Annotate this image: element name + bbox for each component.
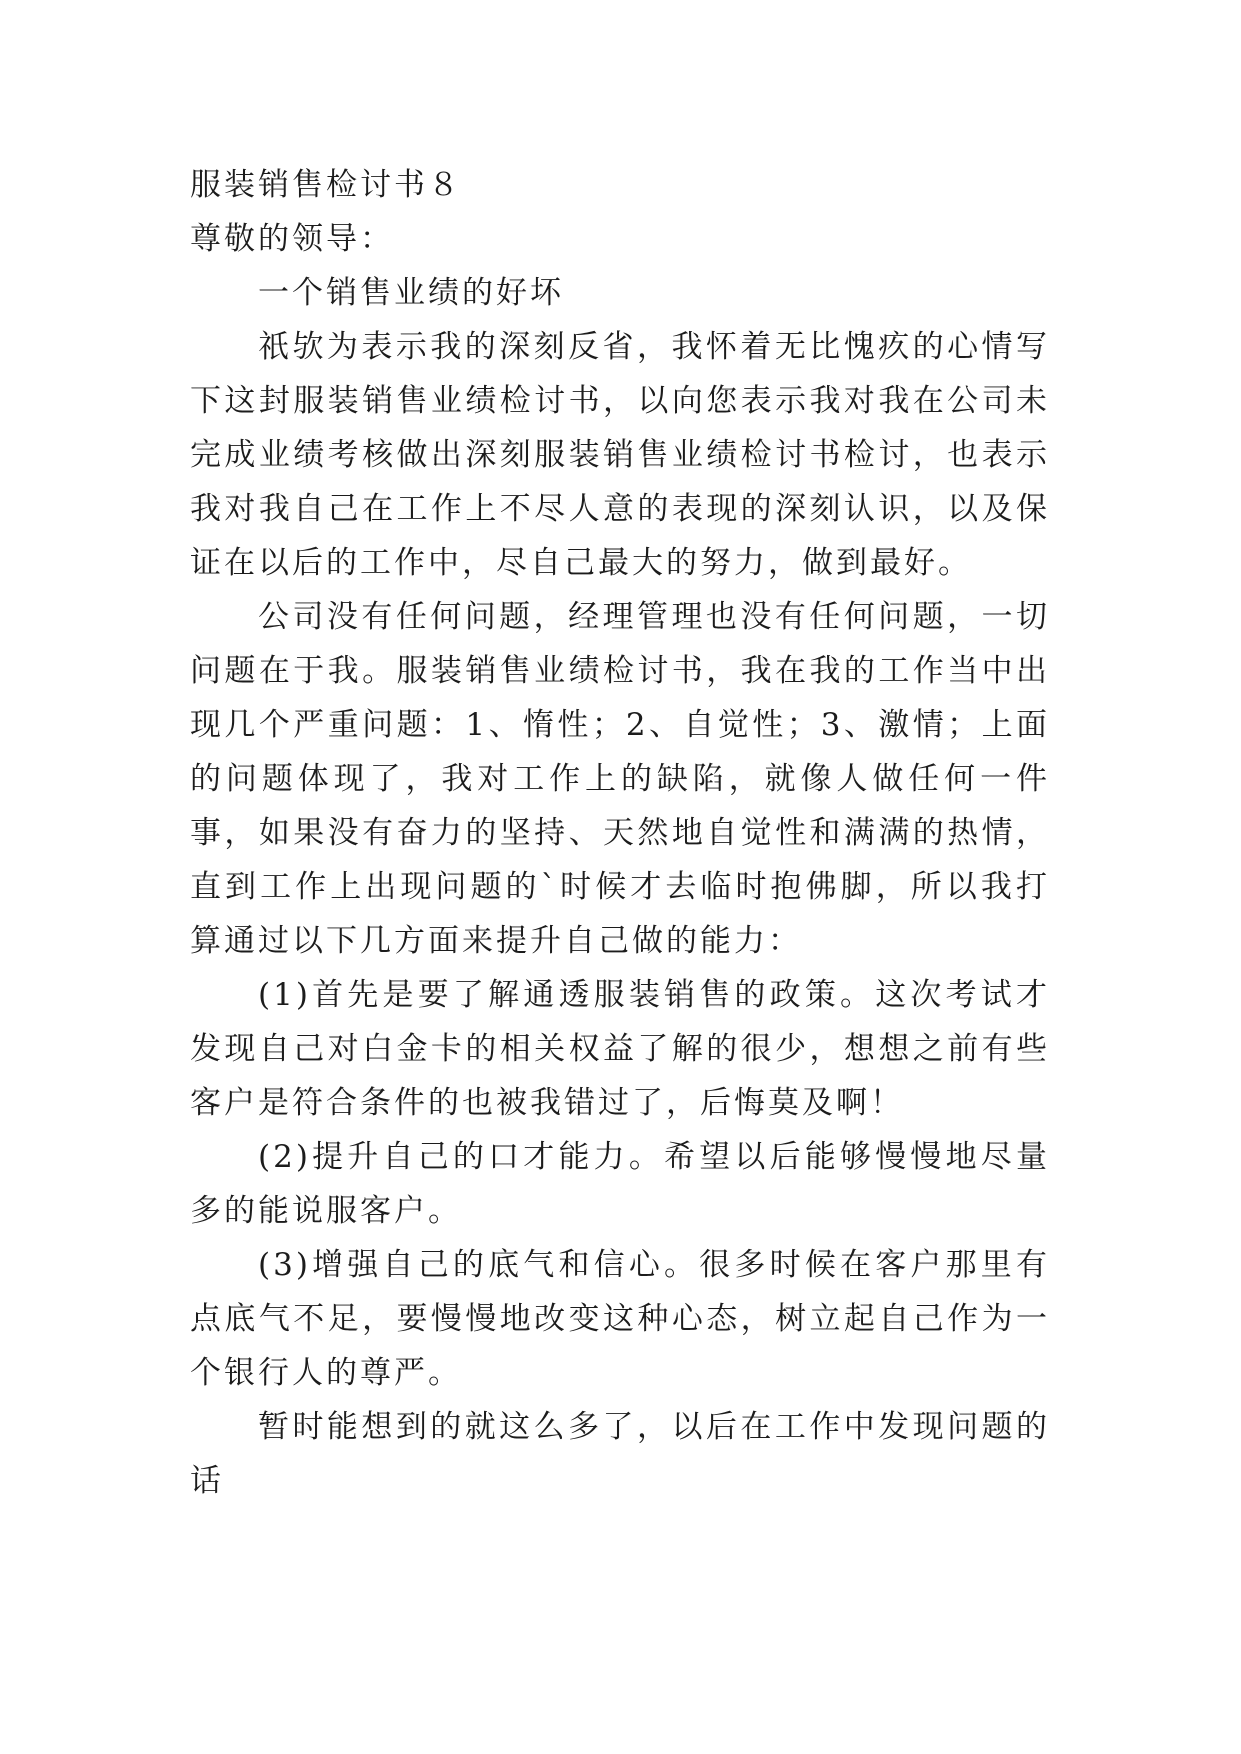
paragraph-closing: 暂时能想到的就这么多了，以后在工作中发现问题的话 [190, 1409, 1050, 1499]
paragraph-point-3: (3)增强自己的底气和信心。很多时候在客户那里有点底气不足，要慢慢地改变这种心态，树立起自己作为一个银行人的尊严。 [190, 1247, 1050, 1391]
document-title: 服装销售检讨书８ [190, 167, 462, 203]
paragraph-problems: 公司没有任何问题，经理管理也没有任何问题，一切问题在于我。服装销售业绩检讨书，我在我的工作当中出现几个严重问题：1、惰性；2、自觉性；3、激情；上面的问题体现了，我对工作上的缺陷，就像人做任何一件事，如果没有奋力的坚持、天然地自觉性和满满的热情，直到工作上出现问题的`时候才去临时抱佛脚，所以我打算通过以下几方面来提升自己做的能力： [190, 599, 1050, 959]
paragraph-point-1: (1)首先是要了解通透服装销售的政策。这次考试才发现自己对白金卡的相关权益了解的很少，想想之前有些客户是符合条件的也被我错过了，后悔莫及啊！ [190, 977, 1050, 1121]
document-body [190, 158, 1050, 1508]
greeting: 尊敬的领导： [190, 221, 394, 257]
subtitle: 一个销售业绩的好坏 [258, 275, 564, 311]
paragraph-point-2: (2)提升自己的口才能力。希望以后能够慢慢地尽量多的能说服客户。 [190, 1139, 1050, 1229]
paragraph-reflection: 祇欤为表示我的深刻反省，我怀着无比愧疚的心情写下这封服装销售业绩检讨书，以向您表示我对我在公司未完成业绩考核做出深刻服装销售业绩检讨书检讨，也表示我对我自己在工作上不尽人意的表现的深刻认识，以及保证在以后的工作中，尽自己最大的努力，做到最好。 [190, 329, 1050, 581]
